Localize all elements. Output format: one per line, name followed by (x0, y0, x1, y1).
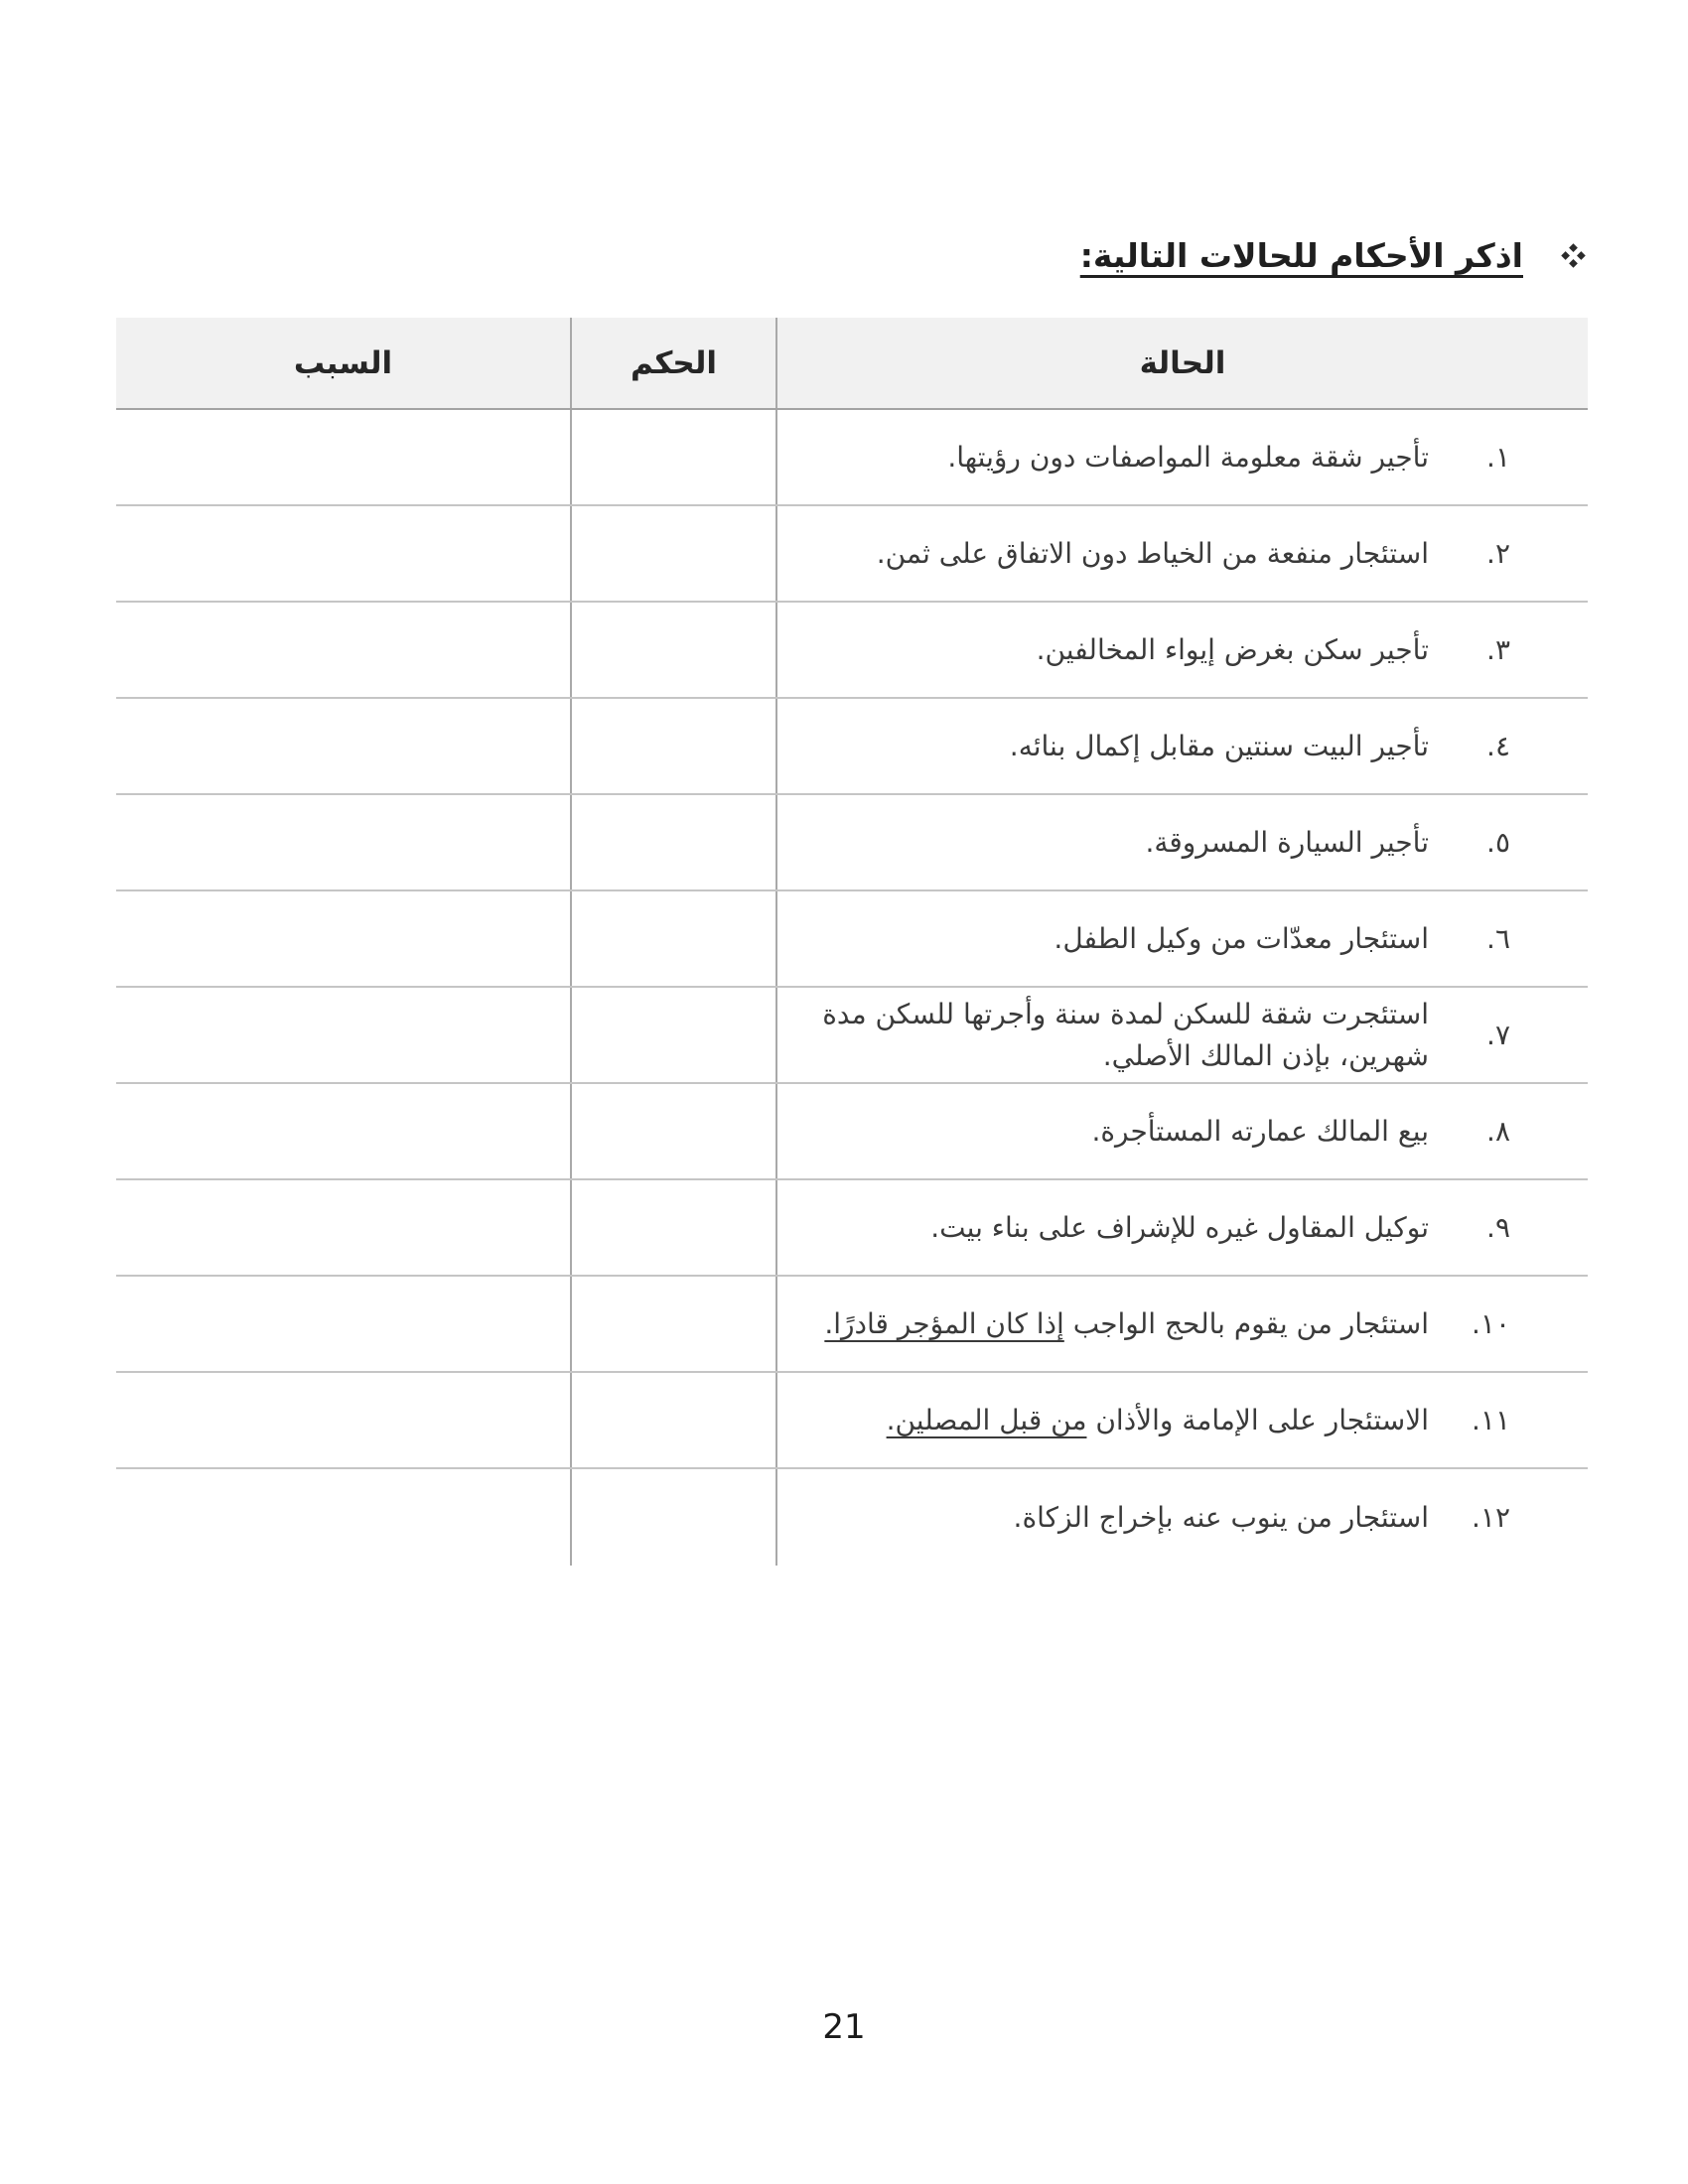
ruling-cell-empty (570, 891, 777, 986)
case-text: تأجير سكن بغرض إيواء المخالفين. (1036, 632, 1429, 666)
exercise-title: اذكر الأحكام للحالات التالية: (1079, 236, 1523, 275)
case-number: ٢. (1486, 537, 1510, 570)
ruling-cell-empty (570, 1277, 777, 1371)
table-row (116, 603, 1588, 699)
diamond-bullet-icon (1560, 242, 1587, 269)
case-cell (777, 699, 1588, 793)
table-row (116, 795, 1588, 891)
case-cell (777, 1277, 1588, 1371)
cases-table (116, 318, 1588, 1566)
ruling-cell-empty (570, 699, 777, 793)
case-text: الاستئجار على الإمامة والأذان من قبل المصلين. (886, 1403, 1429, 1436)
case-text: استئجرت شقة للسكن لمدة سنة وأجرتها للسكن مدة شهرين، بإذن المالك الأصلي. (822, 997, 1429, 1072)
ruling-cell-empty (570, 603, 777, 697)
case-number: ٥. (1486, 826, 1510, 859)
table-row (116, 891, 1588, 988)
table-row (116, 506, 1588, 603)
case-cell (777, 795, 1588, 889)
case-number: ٦. (1486, 922, 1510, 955)
reason-cell-empty (116, 1373, 570, 1467)
reason-cell-empty (116, 891, 570, 986)
case-number: ٣. (1486, 633, 1510, 666)
reason-cell-empty (116, 603, 570, 697)
reason-cell-empty (116, 699, 570, 793)
ruling-cell-empty (570, 1084, 777, 1178)
ruling-cell-empty (570, 988, 777, 1082)
exercise-title-row (1080, 236, 1587, 275)
case-text: استئجار من يقوم بالحج الواجب إذا كان المؤجر قادرًا. (824, 1306, 1429, 1340)
reason-cell-empty (116, 795, 570, 889)
case-number: ٤. (1486, 730, 1510, 762)
case-text: استئجار من ينوب عنه بإخراج الزكاة. (1013, 1500, 1429, 1534)
case-cell (777, 1469, 1588, 1566)
case-cell (777, 410, 1588, 504)
header-case: الحالة (777, 318, 1588, 408)
case-cell (777, 988, 1588, 1082)
case-number: ٧. (1486, 1019, 1510, 1051)
ruling-cell-empty (570, 1180, 777, 1275)
table-row (116, 1373, 1588, 1469)
reason-cell-empty (116, 988, 570, 1082)
reason-cell-empty (116, 410, 570, 504)
table-row (116, 1084, 1588, 1180)
table-row (116, 1180, 1588, 1277)
table-row (116, 410, 1588, 506)
ruling-cell-empty (570, 1373, 777, 1467)
case-text: تأجير البيت سنتين مقابل إكمال بنائه. (1009, 729, 1429, 762)
reason-cell-empty (116, 1469, 570, 1566)
table-row (116, 988, 1588, 1084)
ruling-cell-empty (570, 1469, 777, 1566)
case-text: توكيل المقاول غيره للإشراف على بناء بيت. (930, 1210, 1429, 1244)
case-cell (777, 506, 1588, 601)
table-row (116, 1469, 1588, 1566)
case-number: ٩. (1486, 1211, 1510, 1244)
header-reason: السبب (116, 318, 570, 408)
reason-cell-empty (116, 506, 570, 601)
case-cell (777, 1180, 1588, 1275)
header-ruling: الحكم (570, 318, 777, 408)
table-row (116, 1277, 1588, 1373)
table-row (116, 699, 1588, 795)
page-number: 21 (822, 2007, 866, 2047)
ruling-cell-empty (570, 410, 777, 504)
case-number: ١. (1486, 441, 1510, 474)
reason-cell-empty (116, 1277, 570, 1371)
case-number: ١٠. (1472, 1307, 1510, 1340)
reason-cell-empty (116, 1180, 570, 1275)
case-number: ١٢. (1472, 1501, 1510, 1534)
case-text: تأجير السيارة المسروقة. (1145, 825, 1429, 859)
case-text: استئجار معدّات من وكيل الطفل. (1054, 921, 1429, 955)
case-cell (777, 1084, 1588, 1178)
reason-cell-empty (116, 1084, 570, 1178)
ruling-cell-empty (570, 506, 777, 601)
case-number: ١١. (1472, 1404, 1510, 1436)
case-cell (777, 1373, 1588, 1467)
case-text: بيع المالك عمارته المستأجرة. (1091, 1114, 1429, 1148)
case-text: استئجار منفعة من الخياط دون الاتفاق على ثمن. (876, 536, 1429, 570)
ruling-cell-empty (570, 795, 777, 889)
table-header-row (116, 318, 1588, 410)
case-text: تأجير شقة معلومة المواصفات دون رؤيتها. (947, 440, 1429, 474)
case-cell (777, 891, 1588, 986)
case-number: ٨. (1486, 1115, 1510, 1148)
case-cell (777, 603, 1588, 697)
